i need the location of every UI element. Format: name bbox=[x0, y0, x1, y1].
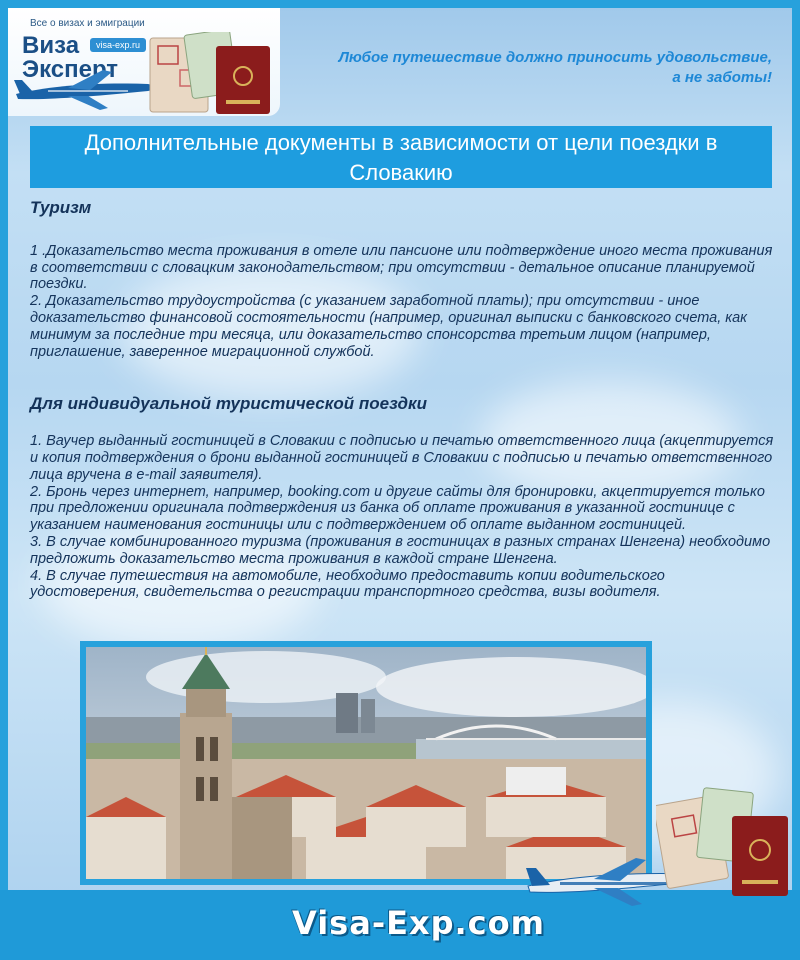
passport-icon bbox=[148, 32, 276, 116]
slogan-line1: Любое путешествие должно приносить удовольствие, bbox=[338, 49, 772, 66]
page-frame-left bbox=[0, 0, 8, 960]
city-photo bbox=[80, 641, 652, 885]
list-item: 3. В случае комбинированного туризма (проживания в гостиницах в разных странах Шенгена) необходимо предложить доказательство места проживания в каждой стране Шенгена. bbox=[30, 533, 771, 567]
page-frame-right bbox=[792, 0, 800, 960]
section-heading-individual-trip: Для индивидуальной туристической поездки bbox=[30, 394, 428, 414]
footer-bar bbox=[0, 890, 800, 960]
passport-icon bbox=[656, 780, 792, 900]
list-item: 1 .Доказательство места проживания в отеле или пансионе или подтверждение иного места проживания в соответствии с словацким законодательством; при отсутствии - детальное описание планируемой поездки. bbox=[30, 242, 773, 293]
site-logo[interactable] bbox=[8, 8, 280, 116]
logo-tagline: Все о визах и эмиграции bbox=[30, 18, 145, 29]
list-item: 1. Ваучер выданный гостиницей в Словакии с подписью и печатью ответственного лица (акцептируется и копия подтверждения о брони выданной гостиницей в Словакии с подписью и печатью ответственного лица вручена в e-mail заявителя). bbox=[30, 433, 774, 483]
footer-brand[interactable]: Visa-Exp.com bbox=[292, 904, 545, 942]
logo-title-line2: Эксперт bbox=[22, 56, 119, 83]
article-body bbox=[30, 200, 776, 601]
list-item: 4. В случае путешествия на автомобиле, необходимо предоставить копии водительского удостоверения, свидетельства о регистрации транспортного средства, визы водителя. bbox=[30, 567, 665, 601]
slogan bbox=[339, 48, 772, 88]
list-item: 2. Бронь через интернет, например, booking.com и другие сайты для бронировки, акцептируется только при предложении оригинала подтверждения из банка об оплате проживания в указанной гостинице с указанием наименования гостиницы или с подтверждением об оплате выданном гостиницей. bbox=[30, 483, 765, 534]
airplane-icon bbox=[8, 66, 158, 112]
bratislava-panorama-image bbox=[86, 647, 646, 879]
page-title: Дополнительные документы в зависимости от цели поездки в Словакию bbox=[30, 126, 772, 188]
section-heading-tourism: Туризм bbox=[30, 198, 92, 217]
logo-title-line1: Виза bbox=[22, 32, 80, 59]
slogan-line2: а не заботы! bbox=[672, 69, 772, 86]
logo-url-badge: visa-exp.ru bbox=[90, 38, 146, 52]
list-item: 2. Доказательство трудоустройства (с указанием заработной платы); при отсутствии - иное доказательство финансовой состоятельности (например, оригинал выписки с банковского счета, как минимум за последние три месяца, или доказательство спонсорства третьим лицом (например, приглашение, заверенное миграционной службой. bbox=[30, 293, 748, 360]
page-frame-top bbox=[0, 0, 800, 8]
